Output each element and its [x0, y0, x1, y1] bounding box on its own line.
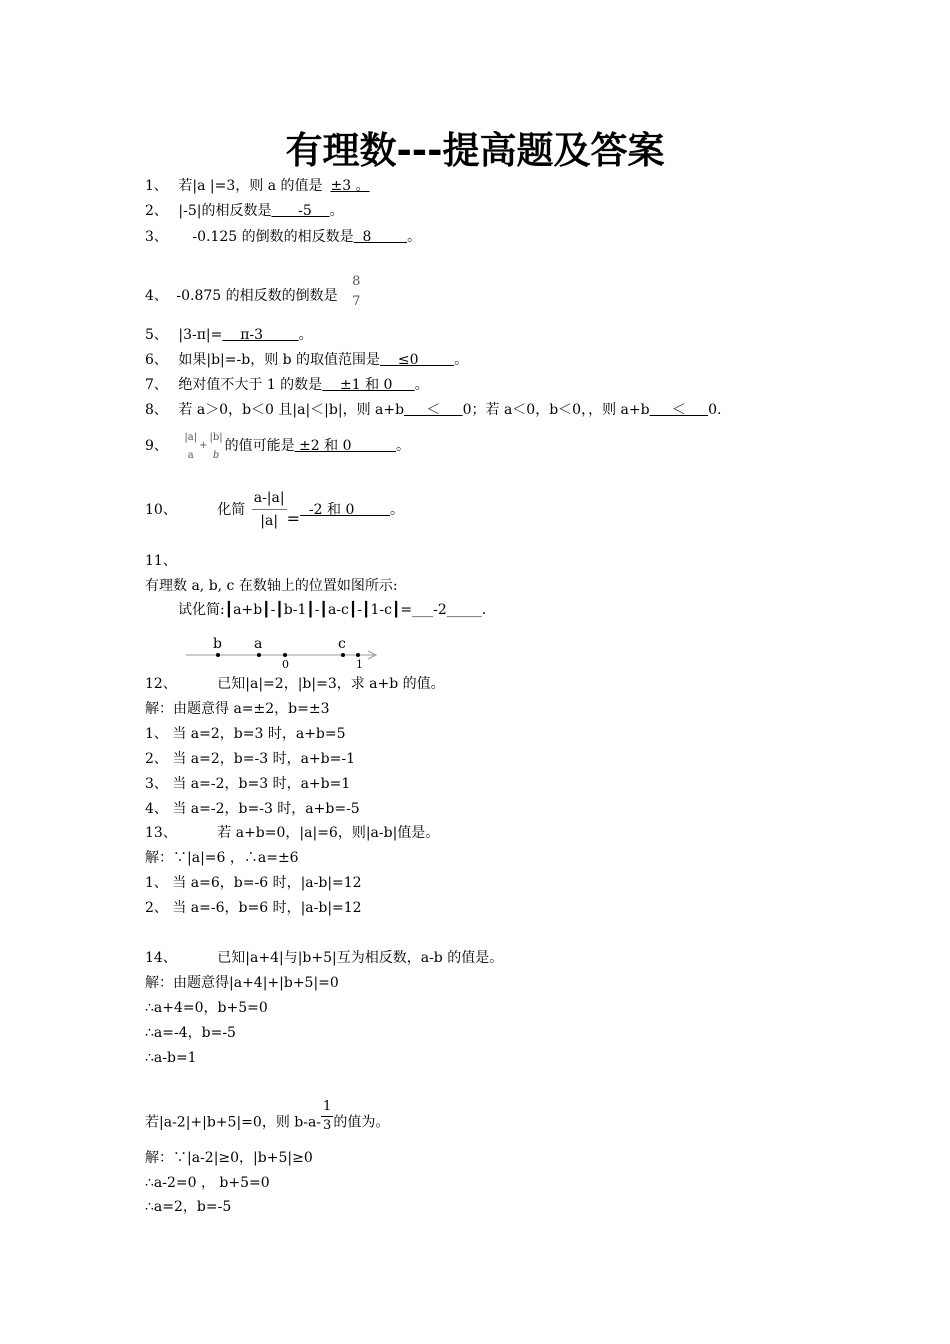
answer: ≤0 [380, 352, 455, 368]
solution-line: 2、 当 a=2，b=-3 时，a+b=-1 [145, 751, 355, 767]
answer-1: ＜ [404, 402, 463, 418]
plus-sign: + [199, 440, 208, 451]
solution-line: ∴a-b=1 [145, 1050, 197, 1066]
point-b [216, 653, 220, 657]
question-number: 8、 [145, 402, 168, 418]
label-a: a [254, 636, 263, 652]
question-number: 9、 [145, 438, 168, 454]
question-text: -0.125 的倒数的相反数是 [192, 229, 354, 245]
solution-line: 4、 当 a=-2，b=-3 时，a+b=-5 [145, 801, 360, 817]
answer: ±3 。 [330, 178, 370, 194]
question-14 [145, 949, 503, 967]
answer-2: ＜ [649, 402, 709, 418]
answer: ±2 和 0 [294, 438, 397, 454]
question-text: 若|a |=3，则 a 的值是 [178, 178, 323, 194]
question-number: 1、 [145, 178, 168, 194]
label-zero: 0 [282, 658, 289, 671]
question-number: 10、 [145, 502, 177, 518]
question-1 [145, 177, 370, 195]
simplify-fraction [252, 487, 287, 532]
question-text: 已知|a|=2，|b|=3，求 a+b 的值。 [217, 676, 445, 692]
question-3 [145, 228, 421, 246]
solution-line: 3、 当 a=-2，b=3 时，a+b=1 [145, 776, 351, 792]
solution-line: 2、 当 a=-6，b=6 时，|a-b|=12 [145, 900, 362, 916]
question-text: 已知|a+4|与|b+5|互为相反数，a-b 的值是。 [217, 950, 504, 966]
question-number: 4、 [145, 288, 168, 304]
label-one: 1 [356, 658, 363, 671]
numerator: |a| [184, 432, 198, 443]
question-11-simplify [178, 601, 486, 619]
answer-fraction [350, 272, 362, 312]
answer: ±1 和 0 [322, 377, 415, 393]
denominator: 3 [323, 1118, 332, 1133]
question-6 [145, 351, 468, 369]
question-number: 2、 [145, 203, 168, 219]
punctuation: . [481, 602, 487, 618]
numerator: 1 [323, 1099, 332, 1114]
question-text: 若|a-2|+|b+5|=0，则 b-a- [145, 1114, 322, 1131]
denominator: 7 [352, 294, 361, 309]
question-text: 试化简:┃a+b┃-┃b-1┃-┃a-c┃-┃1-c┃= [178, 602, 413, 618]
numerator: 8 [352, 274, 361, 289]
answer: π-3 [222, 327, 299, 343]
punctuation: 。 [298, 327, 313, 343]
question-11-text: 有理数 a, b, c 在数轴上的位置如图所示: [145, 578, 398, 594]
equals-sign: = [286, 509, 300, 528]
denominator: a [187, 450, 194, 461]
label-b: b [213, 636, 222, 652]
question-text-end: 的值为。 [333, 1114, 390, 1131]
question-text: 的值可能是 [224, 438, 295, 454]
solution-line: ∴a-2=0 ， b+5=0 [145, 1175, 270, 1191]
punctuation: 。 [407, 229, 422, 245]
question-10 [145, 488, 404, 532]
question-text: -0.875 的相反数的倒数是 [176, 288, 338, 304]
answer: -5 [271, 203, 330, 219]
question-number: 3、 [145, 229, 168, 245]
solution-line: 解：由题意得 a=±2，b=±3 [145, 701, 330, 717]
answer: 8 [353, 229, 408, 245]
solution-line: 解：∵|a|=6 ，∴a=±6 [145, 850, 299, 866]
solution-line: 1、 当 a=2，b=3 时，a+b=5 [145, 726, 346, 742]
numerator: |b| [209, 432, 223, 443]
question-8 [145, 401, 721, 419]
question-number: 5、 [145, 327, 168, 343]
answer: ___-2_____ [412, 602, 482, 618]
answer: -2 和 0 [300, 502, 390, 518]
solution-line: 解：∵|a-2|≥0，|b+5|≥0 [145, 1150, 313, 1166]
solution-line: 解：由题意得|a+4|+|b+5|=0 [145, 975, 339, 991]
question-number: 12、 [145, 676, 177, 692]
punctuation: 。 [414, 377, 429, 393]
question-2 [145, 202, 344, 220]
solution-line: ∴a+4=0，b+5=0 [145, 1000, 268, 1016]
question-4 [145, 274, 362, 312]
question-text-end: 0. [708, 402, 722, 418]
point-c [341, 653, 345, 657]
punctuation: 。 [396, 438, 411, 454]
number-line-figure [180, 632, 390, 674]
solution-line: ∴a=2，b=-5 [145, 1199, 232, 1215]
question-text: 绝对值不大于 1 的数是 [178, 377, 323, 393]
question-number: 6、 [145, 352, 168, 368]
question-13 [145, 824, 439, 842]
solution-line: 1、 当 a=6，b=-6 时，|a-b|=12 [145, 875, 362, 891]
question-text: 化简 [217, 502, 246, 518]
question-text: |-5|的相反数是 [178, 203, 272, 219]
question-12 [145, 675, 445, 693]
question-text: 如果|b|=-b，则 b 的取值范围是 [178, 352, 381, 368]
denominator: |a| [252, 509, 287, 532]
punctuation: 。 [454, 352, 469, 368]
punctuation: 。 [389, 502, 404, 518]
question-number: 13、 [145, 825, 177, 841]
fraction-b [207, 429, 224, 465]
question-9 [145, 427, 410, 465]
point-a [257, 653, 261, 657]
point-1 [356, 653, 360, 657]
fraction-a [182, 429, 199, 465]
question-text: |3-π|= [178, 327, 223, 343]
question-text-middle: 0；若 a＜0，b＜0，，则 a+b [462, 402, 650, 418]
punctuation: 。 [329, 203, 344, 219]
point-0 [283, 653, 287, 657]
fraction-one-third [321, 1098, 333, 1135]
denominator: b [212, 450, 220, 461]
label-c: c [338, 636, 346, 652]
question-5 [145, 326, 313, 344]
page-title: 有理数---提高题及答案 [285, 129, 665, 172]
question-text: 若 a＞0，b＜0 且|a|＜|b|，则 a+b [178, 402, 405, 418]
question-7 [145, 376, 429, 394]
solution-line: ∴a=-4，b=-5 [145, 1025, 236, 1041]
question-15 [145, 1099, 390, 1135]
question-text: 若 a+b=0，|a|=6，则|a-b|值是。 [217, 825, 440, 841]
question-number: 7、 [145, 377, 168, 393]
question-number: 14、 [145, 950, 177, 966]
numerator: a-|a| [253, 490, 285, 506]
question-11-number: 11、 [145, 553, 177, 569]
